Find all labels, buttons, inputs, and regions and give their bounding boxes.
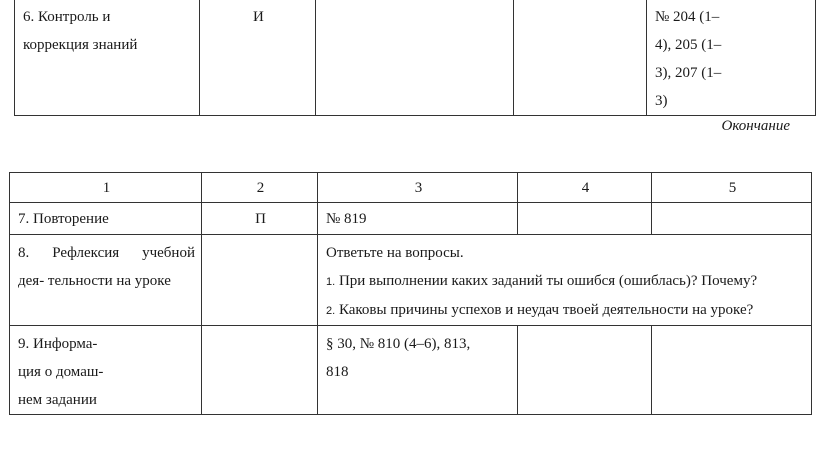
empty-cell: [202, 235, 318, 326]
table-row: [10, 203, 812, 235]
empty-cell: [652, 203, 812, 235]
stage-cell: [15, 0, 200, 116]
question-text: Каковы причины успехов и неудач твоей деятельности на уроке?: [338, 302, 754, 318]
stage-cell: [10, 326, 202, 415]
reflection-cell: [318, 235, 812, 326]
table-row: [15, 0, 816, 116]
prompt-text: Ответьте на вопросы.: [326, 245, 464, 261]
header-cell: 5: [652, 173, 812, 203]
empty-cell: [518, 203, 652, 235]
tasks-line: 4), 205 (1–: [654, 37, 722, 53]
table-row: [10, 235, 812, 326]
header-cell: 3: [318, 173, 518, 203]
tasks-line: 3): [654, 93, 668, 109]
homework-cell: [318, 326, 518, 415]
stage-line: 8. Рефлексия учебной: [18, 245, 195, 261]
tasks-line: 3), 207 (1–: [654, 65, 722, 81]
homework-line: § 30, № 810 (4–6), 813,: [326, 336, 471, 352]
form-cell: И: [200, 0, 315, 116]
continuation-caption: Окончание: [721, 118, 790, 134]
content-cell: № 819: [318, 203, 518, 235]
stage-line: ция о домаш-: [18, 364, 104, 380]
question-number: 2.: [326, 305, 336, 317]
header-row: [10, 173, 812, 203]
question-number: 1.: [326, 276, 336, 288]
question-item: [326, 267, 805, 296]
stage-line: дея- тельности на уроке: [18, 273, 171, 289]
stage-line: нем задании: [18, 392, 97, 408]
tasks-line: № 204 (1–: [654, 9, 720, 25]
empty-cell: [652, 326, 812, 415]
empty-cell: [202, 326, 318, 415]
top-table: [14, 0, 816, 116]
stage-line: коррекция знаний: [23, 37, 138, 53]
empty-cell: [518, 326, 652, 415]
form-cell: П: [202, 203, 318, 235]
header-cell: 4: [518, 173, 652, 203]
question-item: [326, 296, 805, 325]
empty-cell: [315, 0, 513, 116]
header-cell: 1: [10, 173, 202, 203]
stage-line: 6. Контроль и: [23, 9, 111, 25]
homework-line: 818: [326, 364, 349, 380]
table-row: [10, 326, 812, 415]
empty-cell: [514, 0, 647, 116]
stage-cell: 7. Повторение: [10, 203, 202, 235]
header-cell: 2: [202, 173, 318, 203]
stage-line: 9. Информа-: [18, 336, 98, 352]
bottom-table: [9, 172, 812, 415]
question-text: При выполнении каких заданий ты ошибся (ошиблась)? Почему?: [338, 273, 758, 289]
stage-cell: [10, 235, 202, 326]
tasks-cell: [646, 0, 815, 116]
